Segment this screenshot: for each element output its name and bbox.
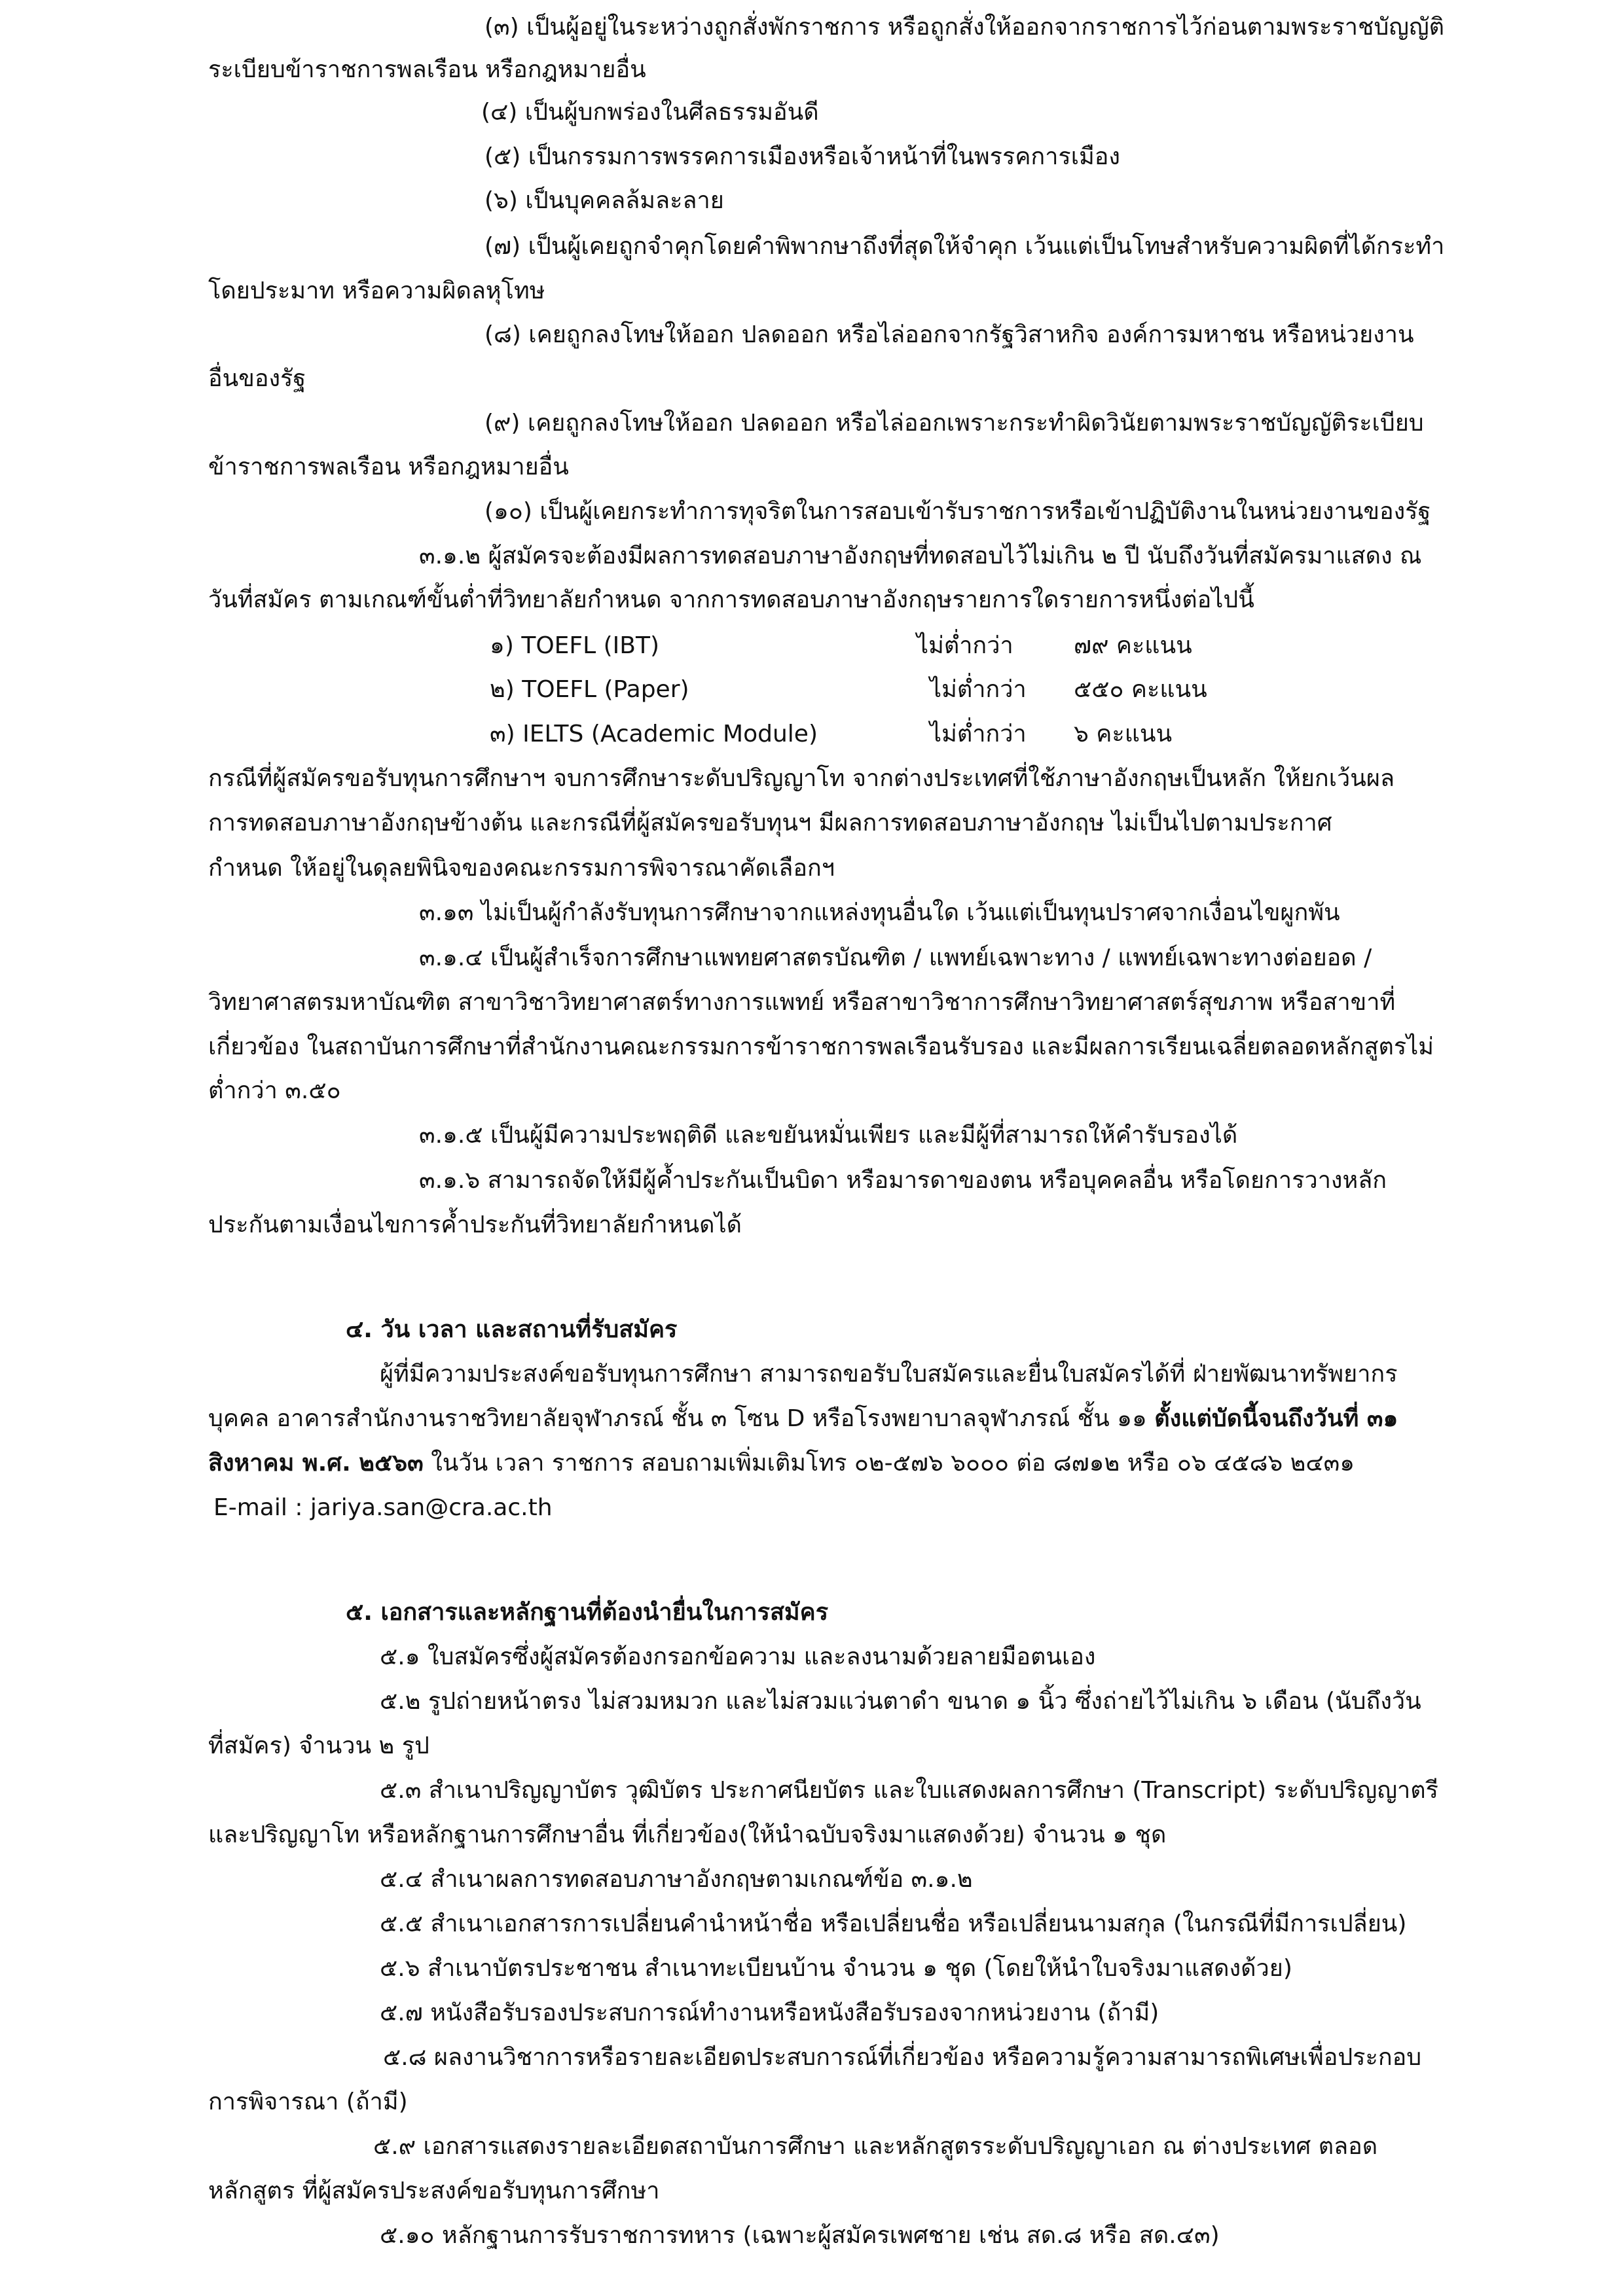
document-5-9-line1: ๕.๙ เอกสารแสดงรายละเอียดสถาบันการศึกษา และหลักสูตรระดับปริญญาเอก ณ ต่างประเทศ ตลอด — [373, 2133, 1378, 2160]
document-5-2-line1: ๕.๒ รูปถ่ายหน้าตรง ไม่สวมหมวก และไม่สวมแว่นตาดำ ขนาด ๑ นิ้ว ซึ่งถ่ายไว้ไม่เกิน ๖ เดือน (นับถึงวัน — [380, 1688, 1421, 1715]
disqualification-10: (๑๐) เป็นผู้เคยกระทำการทุจริตในการสอบเข้ารับราชการหรือเข้าปฏิบัติงานในหน่วยงานของรัฐ — [484, 498, 1431, 525]
disqualification-8-line1: (๘) เคยถูกลงโทษให้ออก ปลดออก หรือไล่ออกจากรัฐวิสาหกิจ องค์การมหาชน หรือหน่วยงาน — [484, 321, 1414, 348]
requirement-3-1-4-line3: เกี่ยวข้อง ในสถาบันการศึกษาที่สำนักงานคณะกรรมการข้าราชการพลเรือนรับรอง และมีผลการเรียนเฉลี่ยตลอดหลักสูตรไม่ — [208, 1033, 1434, 1060]
test-name: ๓) IELTS (Academic Module) — [490, 721, 818, 747]
section-4-line2-text: บุคคล อาคารสำนักงานราชวิทยาลัยจุฬาภรณ์ ชั้น ๓ โซน D หรือโรงพยาบาลจุฬาภรณ์ ชั้น ๑๑ — [208, 1405, 1155, 1432]
document-5-10: ๕.๑๐ หลักฐานการรับราชการทหาร (เฉพาะผู้สมัครเพศชาย เช่น สด.๘ หรือ สด.๔๓) — [380, 2222, 1220, 2249]
document-5-6: ๕.๖ สำเนาบัตรประชาชน สำเนาทะเบียนบ้าน จำนวน ๑ ชุด (โดยให้นำใบจริงมาแสดงด้วย) — [380, 1955, 1292, 1982]
document-5-7: ๕.๗ หนังสือรับรองประสบการณ์ทำงานหรือหนังสือรับรองจากหน่วยงาน (ถ้ามี) — [380, 2000, 1159, 2026]
disqualification-5: (๕) เป็นกรรมการพรรคการเมืองหรือเจ้าหน้าที่ในพรรคการเมือง — [484, 143, 1120, 170]
section-4-contact-phone: ในวัน เวลา ราชการ สอบถามเพิ่มเติมโทร ๐๒-๕๗๖ ๖๐๐๐ ต่อ ๘๗๑๒ หรือ ๐๖ ๔๕๘๖ ๒๔๓๑ — [423, 1450, 1355, 1477]
contact-email: E-mail : jariya.san@cra.ac.th — [213, 1494, 553, 1521]
requirement-3-1-2-line2: วันที่สมัคร ตามเกณฑ์ขั้นต่ำที่วิทยาลัยกำหนด จากการทดสอบภาษาอังกฤษรายการใดรายการหนึ่งต่อไปนี้ — [208, 586, 1254, 613]
test-score: ๗๙ คะแนน — [1074, 632, 1192, 659]
document-5-4: ๕.๔ สำเนาผลการทดสอบภาษาอังกฤษตามเกณฑ์ข้อ ๓.๑.๒ — [380, 1866, 973, 1893]
exemption-line3: กำหนด ให้อยู่ในดุลยพินิจของคณะกรรมการพิจารณาคัดเลือกฯ — [208, 855, 835, 882]
disqualification-6: (๖) เป็นบุคคลล้มละลาย — [484, 187, 724, 214]
disqualification-3-line1: (๓) เป็นผู้อยู่ในระหว่างถูกสั่งพักราชการ หรือถูกสั่งให้ออกจากราชการไว้ก่อนตามพระราชบัญญัติ — [484, 14, 1445, 41]
document-5-9-line2: หลักสูตร ที่ผู้สมัครประสงค์ขอรับทุนการศึกษา — [208, 2178, 660, 2204]
requirement-3-1-5: ๓.๑.๕ เป็นผู้มีความประพฤติดี และขยันหมั่นเพียร และมีผู้ที่สามารถให้คำรับรองได้ — [419, 1122, 1238, 1149]
document-5-2-line2: ที่สมัคร) จำนวน ๒ รูป — [208, 1732, 429, 1759]
test-score: ๕๕๐ คะแนน — [1074, 676, 1207, 703]
requirement-3-1-4-line2: วิทยาศาสตรมหาบัณฑิต สาขาวิชาวิทยาศาสตร์ทางการแพทย์ หรือสาขาวิชาการศึกษาวิทยาศาสตร์สุขภาพ หรือสาขาที่ — [208, 989, 1396, 1016]
exemption-line1: กรณีที่ผู้สมัครขอรับทุนการศึกษาฯ จบการศึกษาระดับปริญญาโท จากต่างประเทศที่ใช้ภาษาอังกฤษเป็นหลัก ให้ยกเว้นผล — [208, 765, 1395, 792]
section-4-deadline-end: สิงหาคม พ.ศ. ๒๕๖๓ — [208, 1450, 424, 1477]
test-name: ๒) TOEFL (Paper) — [490, 676, 689, 703]
document-5-1: ๕.๑ ใบสมัครซึ่งผู้สมัครต้องกรอกข้อความ และลงนามด้วยลายมือตนเอง — [380, 1643, 1096, 1670]
requirement-3-1-4-line1: ๓.๑.๔ เป็นผู้สำเร็จการศึกษาแพทยศาสตรบัณฑิต / แพทย์เฉพาะทาง / แพทย์เฉพาะทางต่อยอด / — [419, 944, 1372, 971]
requirement-3-1-4-line4: ต่ำกว่า ๓.๕๐ — [208, 1077, 341, 1104]
requirement-3-1-6-line1: ๓.๑.๖ สามารถจัดให้มีผู้ค้ำประกันเป็นบิดา หรือมารดาของตน หรือบุคคลอื่น หรือโดยการวางหลัก — [419, 1167, 1387, 1194]
test-min-label: ไม่ต่ำกว่า — [930, 721, 1027, 747]
test-score: ๖ คะแนน — [1074, 721, 1173, 747]
disqualification-8-line2: อื่นของรัฐ — [208, 365, 306, 392]
exemption-line2: การทดสอบภาษาอังกฤษข้างต้น และกรณีที่ผู้สมัครขอรับทุนฯ มีผลการทดสอบภาษาอังกฤษ ไม่เป็นไปตามประกาศ — [208, 810, 1332, 836]
disqualification-9-line1: (๙) เคยถูกลงโทษให้ออก ปลดออก หรือไล่ออกเพราะกระทำผิดวินัยตามพระราชบัญญัติระเบียบ — [484, 410, 1424, 437]
section-5-heading: ๕. เอกสารและหลักฐานที่ต้องนำยื่นในการสมัคร — [346, 1599, 829, 1626]
section-4-line2 — [208, 1405, 1398, 1433]
document-5-3-line2: และปริญญาโท หรือหลักฐานการศึกษาอื่น ที่เกี่ยวข้อง(ให้นำฉบับจริงมาแสดงด้วย) จำนวน ๑ ชุด — [208, 1821, 1167, 1848]
document-5-8-line2: การพิจารณา (ถ้ามี) — [208, 2089, 408, 2115]
section-4-line3 — [208, 1449, 1355, 1477]
document-5-3-line1: ๕.๓ สำเนาปริญญาบัตร วุฒิบัตร ประกาศนียบัตร และใบแสดงผลการศึกษา (Transcript) ระดับปริญญาตรี — [380, 1777, 1438, 1804]
test-min-label: ไม่ต่ำกว่า — [930, 676, 1027, 703]
disqualification-7-line1: (๗) เป็นผู้เคยถูกจำคุกโดยคำพิพากษาถึงที่สุดให้จำคุก เว้นแต่เป็นโทษสำหรับความผิดที่ได้กระทำ — [484, 233, 1445, 260]
disqualification-4: (๔) เป็นผู้บกพร่องในศีลธรรมอันดี — [481, 99, 819, 126]
document-5-8-line1: ๕.๘ ผลงานวิชาการหรือรายละเอียดประสบการณ์ที่เกี่ยวข้อง หรือความรู้ความสามารถพิเศษเพื่อประกอบ — [383, 2044, 1422, 2071]
section-4-heading: ๔. วัน เวลา และสถานที่รับสมัคร — [346, 1316, 678, 1343]
disqualification-9-line2: ข้าราชการพลเรือน หรือกฎหมายอื่น — [208, 454, 569, 480]
disqualification-3-line2: ระเบียบข้าราชการพลเรือน หรือกฎหมายอื่น — [208, 56, 646, 83]
test-name: ๑) TOEFL (IBT) — [490, 632, 660, 659]
section-4-line1: ผู้ที่มีความประสงค์ขอรับทุนการศึกษา สามารถขอรับใบสมัครและยื่นใบสมัครได้ที่ ฝ่ายพัฒนาทรัพยากร — [380, 1361, 1398, 1388]
requirement-3-1-6-line2: ประกันตามเงื่อนไขการค้ำประกันที่วิทยาลัยกำหนดได้ — [208, 1211, 742, 1238]
requirement-3-1-3: ๓.๑๓ ไม่เป็นผู้กำลังรับทุนการศึกษาจากแหล่งทุนอื่นใด เว้นแต่เป็นทุนปราศจากเงื่อนไขผูกพัน — [419, 899, 1340, 926]
test-min-label: ไม่ต่ำกว่า — [917, 632, 1013, 659]
document-5-5: ๕.๕ สำเนาเอกสารการเปลี่ยนคำนำหน้าชื่อ หรือเปลี่ยนชื่อ หรือเปลี่ยนนามสกุล (ในกรณีที่มีการเปลี่ยน) — [380, 1910, 1407, 1937]
section-4-deadline-start: ตั้งแต่บัดนี้จนถึงวันที่ ๓๑ — [1154, 1405, 1398, 1432]
disqualification-7-line2: โดยประมาท หรือความผิดลหุโทษ — [208, 278, 545, 304]
requirement-3-1-2-line1: ๓.๑.๒ ผู้สมัครจะต้องมีผลการทดสอบภาษาอังกฤษที่ทดสอบไว้ไม่เกิน ๒ ปี นับถึงวันที่สมัครมาแสดง ณ — [419, 543, 1422, 569]
